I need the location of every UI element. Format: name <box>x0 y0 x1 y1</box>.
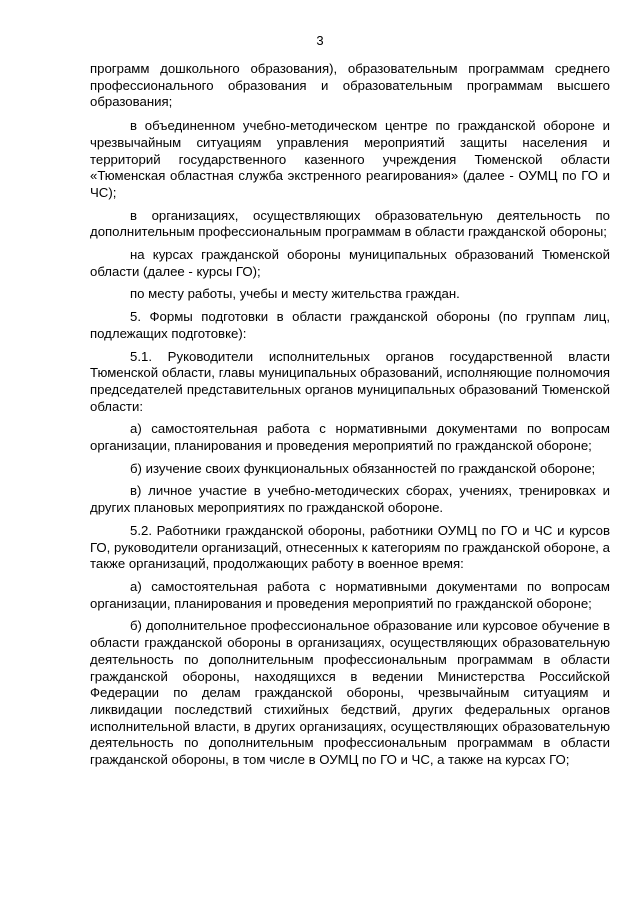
document-body <box>90 61 610 775</box>
paragraph: а) самостоятельная работа с нормативными документами по вопросам организации, планирования и проведения мероприятий по гражданской обороне; <box>90 578 610 611</box>
paragraph: б) дополнительное профессиональное образование или курсовое обучение в области гражданской обороны в организациях, осуществляющих образовательную деятельность по дополнительным профессиональным программам в области гражданской обороны, находящихся в ведении Министерства Российской Федерации по делам гражданской обороны, чрезвычайным ситуациям и ликвидации последствий стихийных бедствий, других федеральных органов исполнительной власти, в других организациях, осуществляющих образовательную деятельность по дополнительным профессиональным программам в области гражданской обороны, в том числе в ОУМЦ по ГО и ЧС, а также на курсах ГО; <box>90 618 610 768</box>
paragraph: 5.1. Руководители исполнительных органов государственной власти Тюменской области, главы муниципальных образований, исполняющие полномочия председателей представительных органов муниципальных образований Тюменской области: <box>90 348 610 414</box>
page-number: 3 <box>316 33 324 48</box>
paragraph: на курсах гражданской обороны муниципальных образований Тюменской области (далее - курсы ГО); <box>90 247 610 279</box>
paragraph: программ дошкольного образования), образовательным программам среднего профессионального образования и образовательным программам высшего образования; <box>90 61 610 110</box>
paragraph: 5. Формы подготовки в области гражданской обороны (по группам лиц, подлежащих подготовке): <box>90 309 610 341</box>
paragraph: 5.2. Работники гражданской обороны, работники ОУМЦ по ГО и ЧС и курсов ГО, руководители организаций, отнесенных к категориям по гражданской обороне, а также организаций, продолжающих работу в военное время: <box>90 522 610 572</box>
paragraph: в) личное участие в учебно-методических сборах, учениях, тренировках и других плановых мероприятиях по гражданской обороне. <box>90 483 610 516</box>
paragraph: по месту работы, учебы и месту жительства граждан. <box>130 286 460 302</box>
paragraph: б) изучение своих функциональных обязанностей по гражданской обороне; <box>130 460 596 476</box>
paragraph: а) самостоятельная работа с нормативными документами по вопросам организации, планирования и проведения мероприятий по гражданской обороне; <box>90 421 610 454</box>
paragraph: в организациях, осуществляющих образовательную деятельность по дополнительным профессиональным программам в области гражданской обороны; <box>90 207 610 240</box>
paragraph: в объединенном учебно-методическом центре по гражданской обороне и чрезвычайным ситуациям управления мероприятий защиты населения и территорий государственного казенного учреждения Тюменской области «Тюменская областная служба экстренного реагирования» (далее - ОУМЦ по ГО и ЧС); <box>90 118 610 200</box>
